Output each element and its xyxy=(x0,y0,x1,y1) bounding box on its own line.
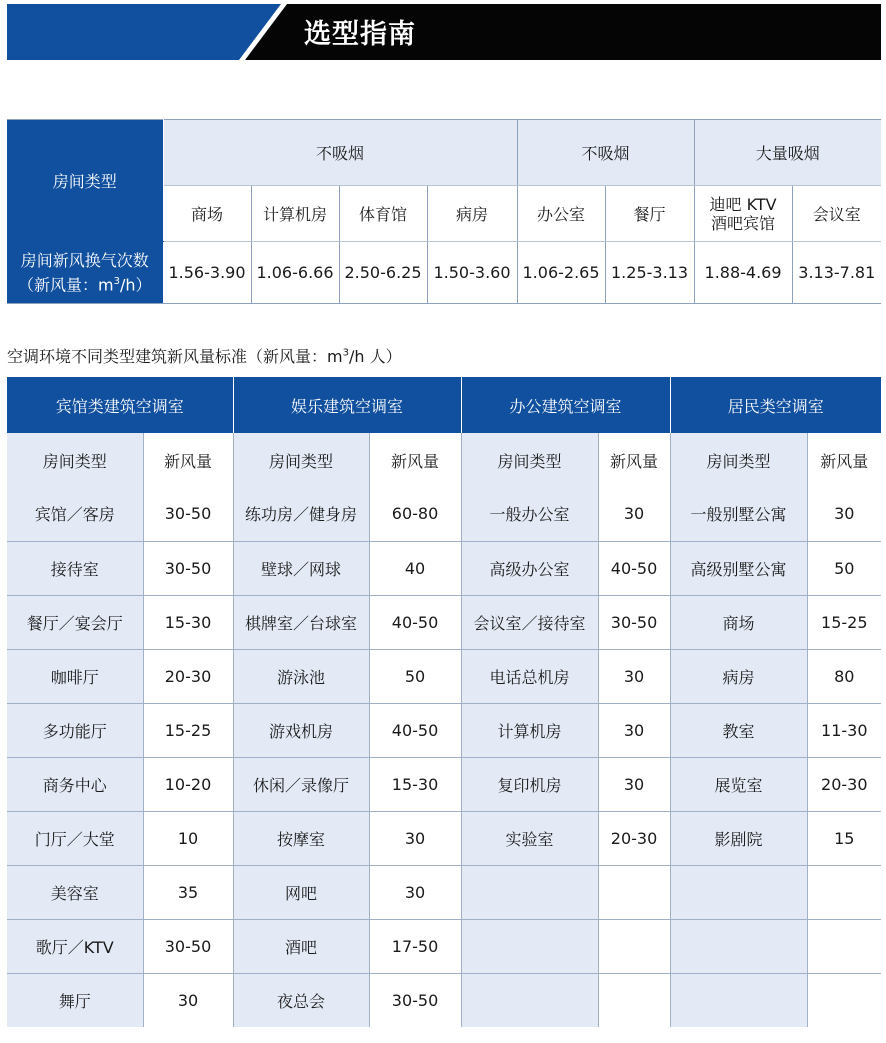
room-type-cell: 接待室 xyxy=(7,541,143,595)
category-residential: 居民类空调室 xyxy=(670,377,881,433)
room-type-cell: 棋牌室／台球室 xyxy=(233,595,369,649)
room-type-cell: 病房 xyxy=(670,649,807,703)
room-type-cell xyxy=(670,865,807,919)
table-row xyxy=(7,487,881,541)
room-type-cell: 网吧 xyxy=(233,865,369,919)
room-type-cell: 夜总会 xyxy=(233,973,369,1027)
table-row xyxy=(7,541,881,595)
fresh-air-cell: 30-50 xyxy=(143,919,233,973)
fresh-air-cell xyxy=(598,973,670,1027)
air-change-value: 3.13-7.81 xyxy=(792,242,881,304)
table-row xyxy=(7,595,881,649)
row-label-line1: 房间新风换气次数 xyxy=(20,250,149,270)
room-name-line: 迪吧 KTV xyxy=(709,194,777,214)
fresh-air-cell: 40-50 xyxy=(369,595,461,649)
row-label-unit-prefix: （新风量：m xyxy=(17,275,114,295)
room-type-cell xyxy=(670,973,807,1027)
group-header-heavy-smoking: 大量吸烟 xyxy=(694,120,881,186)
table-row xyxy=(7,919,881,973)
fresh-air-cell: 80 xyxy=(807,649,881,703)
room-type-cell xyxy=(461,919,598,973)
room-type-cell: 游泳池 xyxy=(233,649,369,703)
room-type-cell: 会议室／接待室 xyxy=(461,595,598,649)
fresh-air-cell xyxy=(807,973,881,1027)
fresh-air-cell xyxy=(598,865,670,919)
room-name: 计算机房 xyxy=(251,186,339,242)
room-type-cell: 一般别墅公寓 xyxy=(670,487,807,541)
fresh-air-cell: 15-25 xyxy=(807,595,881,649)
fresh-air-cell: 20-30 xyxy=(598,811,670,865)
fresh-air-cell: 10-20 xyxy=(143,757,233,811)
room-type-cell: 高级办公室 xyxy=(461,541,598,595)
room-type-cell: 美容室 xyxy=(7,865,143,919)
room-type-cell: 实验室 xyxy=(461,811,598,865)
room-type-cell: 游戏机房 xyxy=(233,703,369,757)
column-header-fresh-air: 新风量 xyxy=(598,433,670,487)
category-hotel: 宾馆类建筑空调室 xyxy=(7,377,233,433)
room-type-cell: 教室 xyxy=(670,703,807,757)
table-row xyxy=(7,649,881,703)
column-header-room-type: 房间类型 xyxy=(233,433,369,487)
room-type-header: 房间类型 xyxy=(7,120,163,242)
room-type-cell: 舞厅 xyxy=(7,973,143,1027)
air-change-value: 1.56-3.90 xyxy=(163,242,251,304)
room-type-cell: 练功房／健身房 xyxy=(233,487,369,541)
air-change-value: 2.50-6.25 xyxy=(339,242,427,304)
room-name: 商场 xyxy=(163,186,251,242)
room-name: 病房 xyxy=(427,186,517,242)
room-type-cell: 门厅／大堂 xyxy=(7,811,143,865)
column-header-fresh-air: 新风量 xyxy=(143,433,233,487)
air-change-value: 1.25-3.13 xyxy=(605,242,694,304)
row-label-unit-suffix: /h） xyxy=(119,275,152,295)
fresh-air-cell: 30 xyxy=(807,487,881,541)
fresh-air-cell: 30 xyxy=(369,865,461,919)
caption-sup: 3 xyxy=(342,347,349,359)
fresh-air-cell: 20-30 xyxy=(807,757,881,811)
fresh-air-cell xyxy=(807,865,881,919)
air-change-value: 1.06-2.65 xyxy=(517,242,605,304)
fresh-air-cell: 15-25 xyxy=(143,703,233,757)
group-header-no-smoking-1: 不吸烟 xyxy=(163,120,517,186)
fresh-air-cell: 10 xyxy=(143,811,233,865)
fresh-air-cell: 30 xyxy=(598,649,670,703)
fresh-air-cell: 50 xyxy=(369,649,461,703)
room-type-cell xyxy=(461,865,598,919)
fresh-air-cell: 15-30 xyxy=(369,757,461,811)
header-banner xyxy=(7,4,881,60)
room-type-cell: 复印机房 xyxy=(461,757,598,811)
room-type-cell: 高级别墅公寓 xyxy=(670,541,807,595)
room-type-cell: 多功能厅 xyxy=(7,703,143,757)
room-type-cell: 餐厅／宴会厅 xyxy=(7,595,143,649)
room-type-cell: 一般办公室 xyxy=(461,487,598,541)
column-header-room-type: 房间类型 xyxy=(461,433,598,487)
fresh-air-cell: 50 xyxy=(807,541,881,595)
fresh-air-cell: 30 xyxy=(598,487,670,541)
column-header-fresh-air: 新风量 xyxy=(807,433,881,487)
table-row xyxy=(7,865,881,919)
room-type-cell: 壁球／网球 xyxy=(233,541,369,595)
fresh-air-cell: 30 xyxy=(143,973,233,1027)
room-type-cell: 展览室 xyxy=(670,757,807,811)
room-type-cell: 酒吧 xyxy=(233,919,369,973)
row-label-line2 xyxy=(7,271,163,295)
room-type-cell: 计算机房 xyxy=(461,703,598,757)
row-label-unit-sup: 3 xyxy=(113,275,120,287)
table-row xyxy=(7,973,881,1027)
table-row xyxy=(7,703,881,757)
category-office: 办公建筑空调室 xyxy=(461,377,670,433)
fresh-air-cell: 30 xyxy=(598,757,670,811)
air-change-value: 1.50-3.60 xyxy=(427,242,517,304)
room-type-cell: 休闲／录像厅 xyxy=(233,757,369,811)
fresh-air-cell: 30 xyxy=(598,703,670,757)
room-type-cell: 按摩室 xyxy=(233,811,369,865)
room-type-cell: 电话总机房 xyxy=(461,649,598,703)
room-type-cell: 商场 xyxy=(670,595,807,649)
table-row xyxy=(7,757,881,811)
room-name: 会议室 xyxy=(792,186,881,242)
fresh-air-cell: 20-30 xyxy=(143,649,233,703)
section-caption xyxy=(7,344,402,367)
room-type-cell: 咖啡厅 xyxy=(7,649,143,703)
table-row xyxy=(7,811,881,865)
page-title: 选型指南 xyxy=(304,19,416,50)
fresh-air-cell: 30-50 xyxy=(143,487,233,541)
fresh-air-rows xyxy=(7,487,881,1027)
room-name-line: 酒吧宾馆 xyxy=(711,213,776,233)
fresh-air-cell: 60-80 xyxy=(369,487,461,541)
category-entertainment: 娱乐建筑空调室 xyxy=(233,377,461,433)
group-header-no-smoking-2: 不吸烟 xyxy=(517,120,694,186)
air-change-value: 1.88-4.69 xyxy=(694,242,792,304)
fresh-air-cell xyxy=(598,919,670,973)
air-change-rate-table xyxy=(7,119,881,304)
room-name-two-line xyxy=(694,186,792,242)
room-name: 餐厅 xyxy=(605,186,694,242)
room-type-cell xyxy=(461,973,598,1027)
room-type-cell: 商务中心 xyxy=(7,757,143,811)
room-type-cell xyxy=(670,919,807,973)
fresh-air-cell: 15 xyxy=(807,811,881,865)
fresh-air-cell xyxy=(807,919,881,973)
fresh-air-cell: 35 xyxy=(143,865,233,919)
column-header-room-type: 房间类型 xyxy=(7,433,143,487)
air-change-row-label xyxy=(7,242,163,304)
fresh-air-cell: 11-30 xyxy=(807,703,881,757)
caption-prefix: 空调环境不同类型建筑新风量标准（新风量：m xyxy=(7,347,343,366)
fresh-air-cell: 17-50 xyxy=(369,919,461,973)
room-name: 体育馆 xyxy=(339,186,427,242)
column-header-room-type: 房间类型 xyxy=(670,433,807,487)
fresh-air-cell: 30 xyxy=(369,811,461,865)
room-name: 办公室 xyxy=(517,186,605,242)
caption-suffix: /h 人） xyxy=(348,347,402,366)
column-header-fresh-air: 新风量 xyxy=(369,433,461,487)
room-type-cell: 歌厅／KTV xyxy=(7,919,143,973)
fresh-air-cell: 40 xyxy=(369,541,461,595)
fresh-air-standard-table xyxy=(7,377,881,1027)
fresh-air-cell: 30-50 xyxy=(369,973,461,1027)
air-change-value: 1.06-6.66 xyxy=(251,242,339,304)
fresh-air-cell: 30-50 xyxy=(598,595,670,649)
room-type-cell: 宾馆／客房 xyxy=(7,487,143,541)
fresh-air-cell: 30-50 xyxy=(143,541,233,595)
fresh-air-cell: 40-50 xyxy=(369,703,461,757)
fresh-air-cell: 15-30 xyxy=(143,595,233,649)
room-type-cell: 影剧院 xyxy=(670,811,807,865)
fresh-air-cell: 40-50 xyxy=(598,541,670,595)
